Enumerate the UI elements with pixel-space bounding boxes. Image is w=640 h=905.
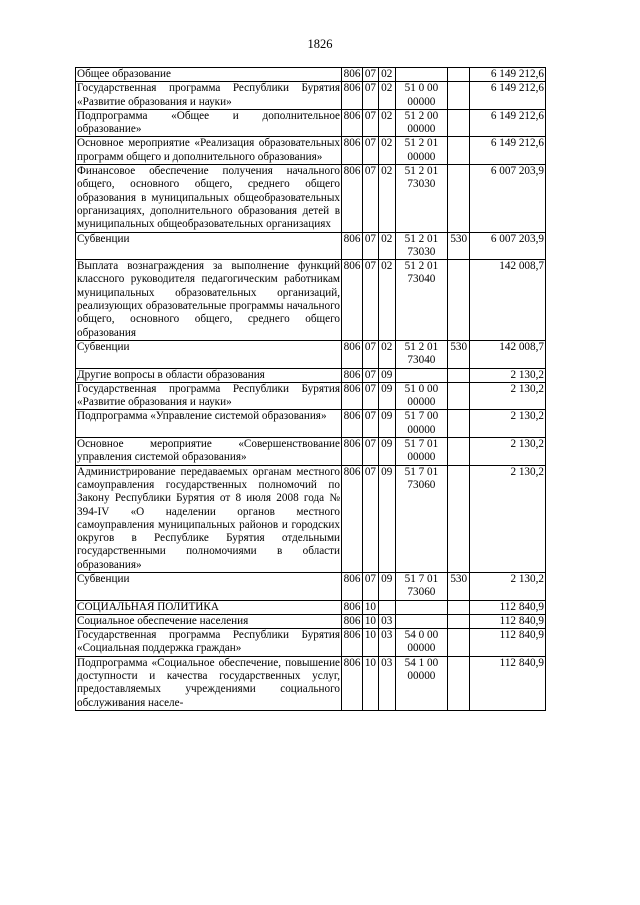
table-row <box>76 614 546 628</box>
expense-type-cell <box>448 629 470 657</box>
grbs-code-cell: 806 <box>342 260 363 341</box>
table-row <box>76 137 546 165</box>
amount-cell: 2 130,2 <box>470 368 546 382</box>
target-article-cell: 54 1 00 00000 <box>395 656 448 710</box>
table-row <box>76 629 546 657</box>
subsection-code-cell: 09 <box>378 368 395 382</box>
row-name-cell: Администрирование передаваемых органам местного самоуправления государственных полномочий по Закону Республики Бурятия от 8 июля 2008 года № 394-IV «О наделении органов местного самоуправления муниципальных районов и городских округов в Республике Бурятия отдельными государственными полномочиями в области образования» <box>77 465 341 571</box>
target-article-cell: 51 2 01 73040 <box>395 260 448 341</box>
section-code-cell: 07 <box>363 109 379 137</box>
table-row <box>76 68 546 82</box>
target-article-cell <box>395 600 448 614</box>
expense-type-cell <box>448 438 470 466</box>
table-row <box>76 656 546 710</box>
subsection-code-cell: 03 <box>378 614 395 628</box>
grbs-code-cell: 806 <box>342 410 363 438</box>
row-name-cell: Подпрограмма «Социальное обеспечение, повышение доступности и качества государственных услуг, предоставляемых учреждениями социального обслуживания населе- <box>77 656 341 709</box>
amount-cell: 112 840,9 <box>470 656 546 710</box>
amount-cell: 112 840,9 <box>470 600 546 614</box>
subsection-code-cell: 09 <box>378 572 395 600</box>
section-code-cell: 07 <box>363 68 379 82</box>
table-row <box>76 410 546 438</box>
amount-cell: 2 130,2 <box>470 382 546 410</box>
amount-cell: 6 007 203,9 <box>470 232 546 260</box>
table-row <box>76 572 546 600</box>
subsection-code-cell <box>378 600 395 614</box>
grbs-code-cell: 806 <box>342 368 363 382</box>
expense-type-cell <box>448 614 470 628</box>
page-number: 1826 <box>307 37 333 51</box>
subsection-code-cell: 02 <box>378 137 395 165</box>
grbs-code-cell: 806 <box>342 109 363 137</box>
amount-cell: 6 149 212,6 <box>470 137 546 165</box>
table-row <box>76 600 546 614</box>
amount-cell: 112 840,9 <box>470 629 546 657</box>
section-code-cell: 10 <box>363 600 379 614</box>
table-row <box>76 465 546 572</box>
grbs-code-cell: 806 <box>342 572 363 600</box>
row-name-cell: СОЦИАЛЬНАЯ ПОЛИТИКА <box>76 600 342 614</box>
grbs-code-cell: 806 <box>342 82 363 110</box>
grbs-code-cell: 806 <box>342 232 363 260</box>
row-name-cell: Социальное обеспечение населения <box>76 614 342 628</box>
target-article-cell: 51 2 01 00000 <box>395 137 448 165</box>
row-name-cell: Общее образование <box>76 68 342 82</box>
grbs-code-cell: 806 <box>342 165 363 232</box>
target-article-cell: 54 0 00 00000 <box>395 629 448 657</box>
table-row <box>76 109 546 137</box>
grbs-code-cell: 806 <box>342 656 363 710</box>
target-article-cell: 51 0 00 00000 <box>395 382 448 410</box>
row-name-cell: Субвенции <box>76 572 342 600</box>
subsection-code-cell: 03 <box>378 656 395 710</box>
subsection-code-cell: 09 <box>378 382 395 410</box>
budget-table <box>75 67 546 711</box>
subsection-code-cell: 02 <box>378 232 395 260</box>
subsection-code-cell: 09 <box>378 438 395 466</box>
section-code-cell: 07 <box>363 260 379 341</box>
row-name-cell: Субвенции <box>76 340 342 368</box>
target-article-cell: 51 2 01 73030 <box>395 165 448 232</box>
expense-type-cell <box>448 382 470 410</box>
table-row <box>76 260 546 341</box>
target-article-cell: 51 7 01 00000 <box>395 438 448 466</box>
row-name-cell: Подпрограмма «Общее и дополнительное образование» <box>77 109 341 136</box>
expense-type-cell <box>448 410 470 438</box>
section-code-cell: 07 <box>363 465 379 572</box>
amount-cell: 2 130,2 <box>470 410 546 438</box>
section-code-cell: 10 <box>363 614 379 628</box>
target-article-cell: 51 7 01 73060 <box>395 572 448 600</box>
target-article-cell <box>395 368 448 382</box>
section-code-cell: 07 <box>363 340 379 368</box>
section-code-cell: 07 <box>363 410 379 438</box>
target-article-cell: 51 2 01 73040 <box>395 340 448 368</box>
row-name-cell: Основное мероприятие «Совершенствование управления системой образования» <box>77 438 341 464</box>
section-code-cell: 10 <box>363 656 379 710</box>
expense-type-cell <box>448 68 470 82</box>
expense-type-cell <box>448 137 470 165</box>
section-code-cell: 07 <box>363 382 379 410</box>
amount-cell: 2 130,2 <box>470 438 546 466</box>
budget-table-body <box>76 68 546 711</box>
subsection-code-cell: 02 <box>378 109 395 137</box>
section-code-cell: 07 <box>363 165 379 232</box>
row-name-cell: Финансовое обеспечение получения начального общего, основного общего, среднего общего образования в муниципальных общеобразовательных организациях, дополнительного образования детей в муниципальных общеобразовательных организациях <box>77 165 341 231</box>
section-code-cell: 07 <box>363 572 379 600</box>
row-name-cell: Государственная программа Республики Бурятия «Развитие образования и науки» <box>77 382 341 409</box>
expense-type-cell: 530 <box>448 572 470 600</box>
expense-type-cell <box>448 260 470 341</box>
subsection-code-cell: 02 <box>378 165 395 232</box>
expense-type-cell <box>448 109 470 137</box>
target-article-cell <box>395 68 448 82</box>
target-article-cell: 51 2 00 00000 <box>395 109 448 137</box>
grbs-code-cell: 806 <box>342 137 363 165</box>
table-row <box>76 82 546 110</box>
grbs-code-cell: 806 <box>342 438 363 466</box>
amount-cell: 2 130,2 <box>470 572 546 600</box>
target-article-cell: 51 2 01 73030 <box>395 232 448 260</box>
amount-cell: 6 149 212,6 <box>470 109 546 137</box>
amount-cell: 142 008,7 <box>470 340 546 368</box>
expense-type-cell <box>448 82 470 110</box>
table-row <box>76 382 546 410</box>
amount-cell: 142 008,7 <box>470 260 546 341</box>
section-code-cell: 07 <box>363 137 379 165</box>
subsection-code-cell: 02 <box>378 82 395 110</box>
table-row <box>76 368 546 382</box>
expense-type-cell: 530 <box>448 340 470 368</box>
row-name-cell: Субвенции <box>76 232 342 260</box>
row-name-cell: Основное мероприятие «Реализация образовательных программ общего и дополнительного образования» <box>77 137 341 163</box>
table-row <box>76 340 546 368</box>
subsection-code-cell: 02 <box>378 340 395 368</box>
row-name-cell: Выплата вознаграждения за выполнение функций классного руководителя педагогическим работникам муниципальных образовательных организаций, реализующих образовательные программы начального общего, основного общего, среднего общего образования <box>77 260 341 339</box>
subsection-code-cell: 02 <box>378 260 395 341</box>
target-article-cell <box>395 614 448 628</box>
section-code-cell: 10 <box>363 629 379 657</box>
grbs-code-cell: 806 <box>342 629 363 657</box>
expense-type-cell: 530 <box>448 232 470 260</box>
target-article-cell: 51 7 01 73060 <box>395 465 448 572</box>
subsection-code-cell: 02 <box>378 68 395 82</box>
grbs-code-cell: 806 <box>342 614 363 628</box>
row-name-cell: Другие вопросы в области образования <box>76 368 342 382</box>
row-name-cell: Государственная программа Республики Бурятия «Социальная поддержка граждан» <box>77 629 341 655</box>
target-article-cell: 51 7 00 00000 <box>395 410 448 438</box>
subsection-code-cell: 09 <box>378 465 395 572</box>
grbs-code-cell: 806 <box>342 600 363 614</box>
section-code-cell: 07 <box>363 82 379 110</box>
section-code-cell: 07 <box>363 368 379 382</box>
expense-type-cell <box>448 165 470 232</box>
table-row <box>76 438 546 466</box>
expense-type-cell <box>448 465 470 572</box>
section-code-cell: 07 <box>363 438 379 466</box>
amount-cell: 2 130,2 <box>470 465 546 572</box>
grbs-code-cell: 806 <box>342 465 363 572</box>
subsection-code-cell: 09 <box>378 410 395 438</box>
amount-cell: 6 007 203,9 <box>470 165 546 232</box>
expense-type-cell <box>448 368 470 382</box>
grbs-code-cell: 806 <box>342 340 363 368</box>
expense-type-cell <box>448 600 470 614</box>
amount-cell: 112 840,9 <box>470 614 546 628</box>
row-name-cell: Подпрограмма «Управление системой образования» <box>76 410 342 438</box>
row-name-cell: Государственная программа Республики Бурятия «Развитие образования и науки» <box>77 82 341 108</box>
subsection-code-cell: 03 <box>378 629 395 657</box>
expense-type-cell <box>448 656 470 710</box>
section-code-cell: 07 <box>363 232 379 260</box>
amount-cell: 6 149 212,6 <box>470 68 546 82</box>
target-article-cell: 51 0 00 00000 <box>395 82 448 110</box>
table-row <box>76 232 546 260</box>
amount-cell: 6 149 212,6 <box>470 82 546 110</box>
grbs-code-cell: 806 <box>342 68 363 82</box>
grbs-code-cell: 806 <box>342 382 363 410</box>
table-row <box>76 165 546 232</box>
